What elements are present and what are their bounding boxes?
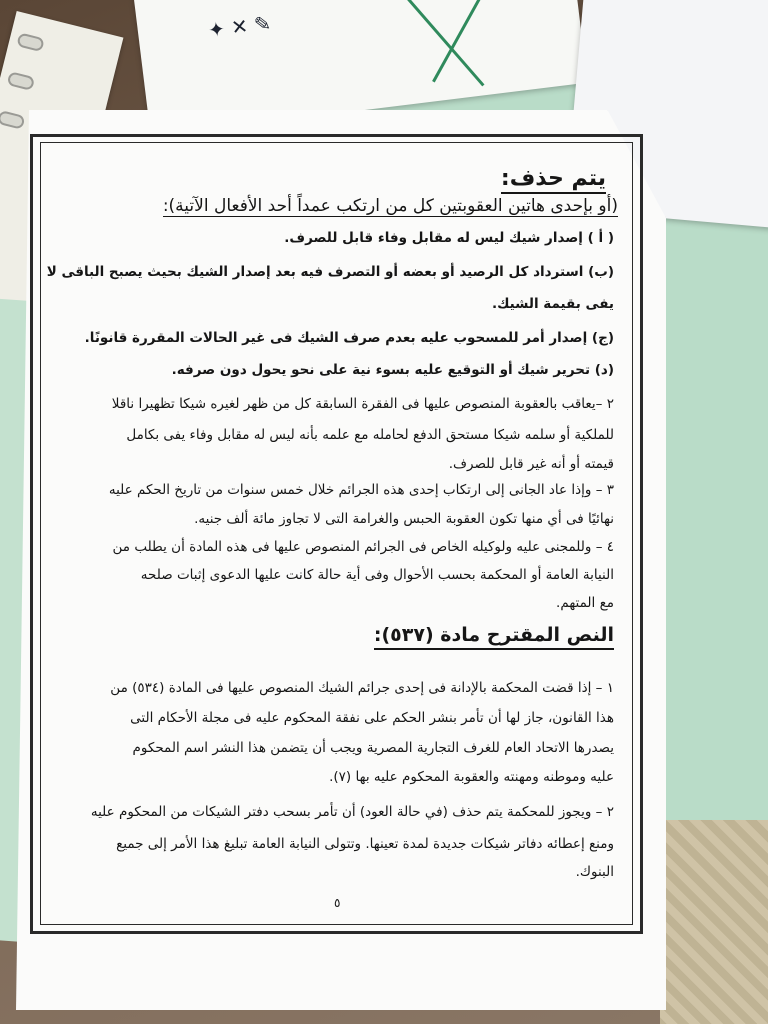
item-b-line2: يفى بقيمة الشيك. bbox=[491, 296, 614, 312]
s2-line3: البنوك. bbox=[575, 864, 614, 880]
scribble-doodle: ✦ ✕ ✎ bbox=[206, 10, 273, 43]
deletion-heading: يتم حذف: bbox=[501, 166, 606, 194]
floor-tiles bbox=[660, 820, 768, 1024]
s2-line1: ٢ – ويجوز للمحكمة يتم حذف (في حالة العود) أن تأمر بسحب دفتر الشيكات من المحكوم عليه bbox=[90, 804, 614, 820]
s1-line4: عليه وموطنه ومهنته والعقوبة المحكوم عليه بها (٧). bbox=[329, 769, 614, 785]
document-body bbox=[48, 152, 628, 912]
item-d: (د) تحرير شيك أو التوقيع عليه بسوء نية على نحو يحول دون صرفه. bbox=[171, 362, 614, 378]
para4-line1: ٤ – وللمجنى عليه ولوكيله الخاص فى الجرائم المنصوص عليها فى هذه المادة أن يطلب من bbox=[112, 539, 614, 555]
deletion-subheading: (أو بإحدى هاتين العقوبتين كل من ارتكب عمداً أحد الأفعال الآتية): bbox=[162, 196, 618, 216]
s1-line3: يصدرها الاتحاد العام للغرف التجارية المصرية ويجب أن يتضمن هذا النشر اسم المحكوم bbox=[132, 740, 614, 756]
item-b-line1: (ب) استرداد كل الرصيد أو بعضه أو التصرف فيه بعد إصدار الشيك بحيث يصبح الباقى لا bbox=[46, 264, 614, 280]
s2-line2: ومنع إعطائه دفاتر شيكات جديدة لمدة تعينها. وتتولى النيابة العامة تبليغ هذا الأمر إلى جميع bbox=[116, 836, 614, 852]
item-c: (ج) إصدار أمر للمسحوب عليه بعدم صرف الشيك فى غير الحالات المقررة قانونًا. bbox=[84, 330, 614, 346]
para3-line1: ٣ – وإذا عاد الجانى إلى ارتكاب إحدى هذه الجرائم خلال خمس سنوات من تاريخ الحكم عليه bbox=[108, 482, 614, 498]
green-border-line bbox=[371, 0, 485, 86]
notebook-ring bbox=[16, 32, 45, 52]
proposed-article-title: النص المقترح مادة (٥٣٧): bbox=[374, 624, 614, 650]
s1-line2: هذا القانون، جاز لها أن تأمر بنشر الحكم على نفقة المحكوم عليه فى مجلة الأحكام التى bbox=[130, 710, 614, 726]
para4-line2: النيابة العامة أو المحكمة بحسب الأحوال وفى أية حالة كانت عليها الدعوى إثبات صلحه bbox=[140, 567, 614, 583]
para2-line2: للملكية أو سلمه شيكا مستحق الدفع لحامله مع علمه بأنه ليس له مقابل وفاء يفى بكامل bbox=[126, 427, 614, 443]
notebook-ring bbox=[0, 110, 26, 130]
s1-line1: ١ – إذا قضت المحكمة بالإدانة فى إحدى جرائم الشيك المنصوص عليها فى المادة (٥٣٤) من bbox=[110, 680, 614, 696]
para2-line3: قيمته أو أنه غير قابل للصرف. bbox=[448, 456, 614, 472]
para4-line3: مع المتهم. bbox=[556, 595, 614, 611]
notebook-ring bbox=[7, 71, 36, 91]
para3-line2: نهائيًا فى أي منها تكون العقوبة الحبس والغرامة التى لا تجاوز مائة ألف جنيه. bbox=[194, 511, 614, 527]
para2-line1: ٢ –يعاقب بالعقوبة المنصوص عليها فى الفقرة السابقة كل من ظهر لغيره شيكا تظهيرا ناقلا bbox=[111, 396, 614, 412]
page-number: ٥ bbox=[334, 896, 341, 910]
item-a: ( أ ) إصدار شيك ليس له مقابل وفاء قابل للصرف. bbox=[284, 230, 614, 246]
